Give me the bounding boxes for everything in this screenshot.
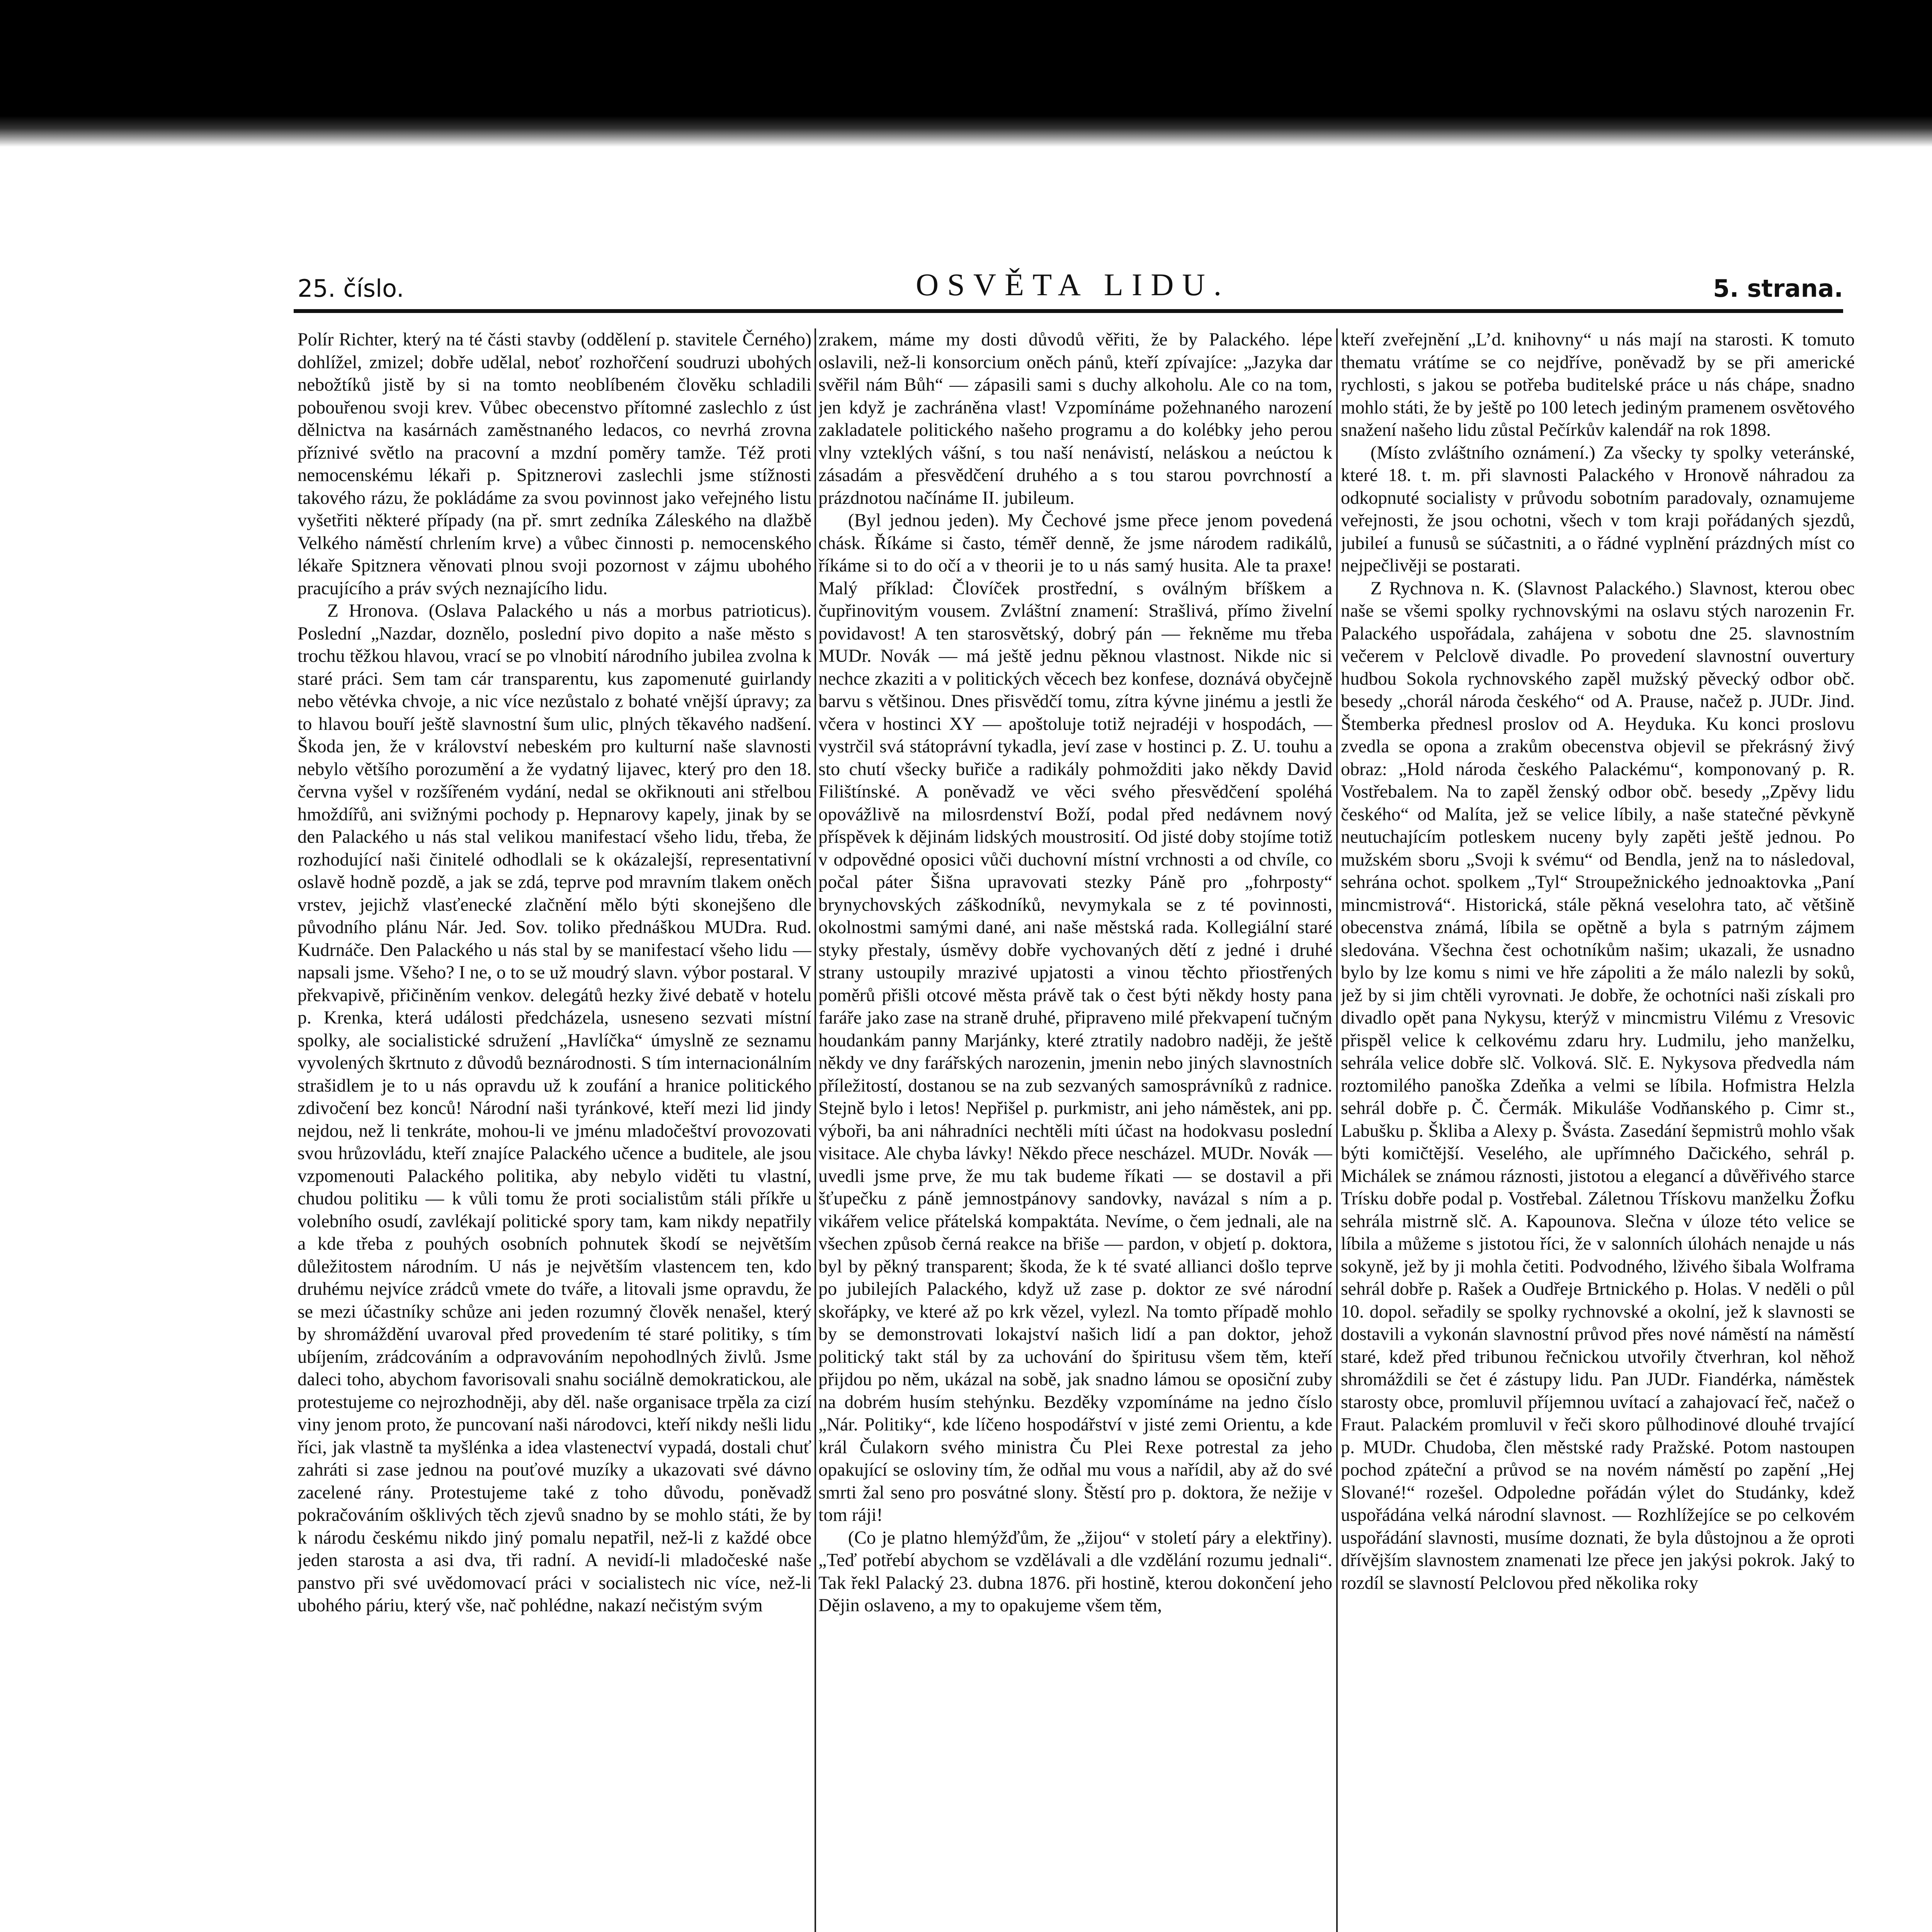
column-divider	[815, 328, 816, 1932]
paragraph: Z Rychnova n. K. (Slavnost Palackého.) Slavnost, kterou obec naše se všemi spolky rychnovskými na oslavu stých narozenin Fr. Palackého uspořádala, zahájena v sobotu dne 25. slavnostním večerem v Pelclově divadle. Po provedení slavnostní ouvertury hudbou Sokola rychnovského zapěl mužský pěvecký odbor obč. besedy „chorál národa českého“ od A. Prause, načež p. JUDr. Jind. Štemberka přednesl proslov od A. Heyduka. Ku konci proslovu zvedla se opona a zrakům obecenstva objevil se překrásný živý obraz: „Hold národa českého Palackému“, komponovaný p. R. Vostřebalem. Na to zapěl ženský odbor obč. besedy „Zpěvy lidu českého“ od Malíta, jež se velice líbily, a naše statečné pěvkyně neutuchajícím potleskem nuceny byly zapěti ještě jednou. Po mužském sboru „Svoji k svému“ od Bendla, jenž na to následoval, sehrána ochot. spolkem „Tyl“ Stroupežnického jednoaktovka „Paní mincmistrová“. Historická, stále pěkná veselohra tato, ač většině obecenstva známá, líbila se opětně a byla s patrným zájmem sledována. Všechna čest ochotníkům našim; ukazali, že usnadno bylo by lze komu s nimi ve hře zápoliti a že málo nalezli by soků, jež by si jim chtěli vyrovnati. Je dobře, že ochotníci naši získali pro divadlo opět pana Nykysu, kterýž v mincmistru Vilému z Vresovic přispěl velice k celkovému zdaru hry. Ludmilu, jeho manželku, sehrála velice dobře slč. Volková. Slč. E. Nykysova předvedla nám roztomilého panoška Zdeňka a velmi se líbila. Hofmistra Helzla sehrál dobře p. Č. Čermák. Mikuláše Vodňanského p. Cimr st., Labušku p. Škliba a Alexy p. Švásta. Zasedání šepmistrů mohlo však býti komičtější. Veselého, ale upřímného Dačického, sehrál p. Michálek se známou ráznosti, jistotou a elegancí a důvěřivého starce Trísku dobře podal p. Vostřebal. Záletnou Třískovu manželku Žofku sehrála mistrně slč. A. Kapounova. Slečna v úloze této velice se líbila a můžeme s jistotou říci, že v salonních úlohách nenajde u nás sokyně, jež by ji mohla četiti. Podvodného, lživého šibala Wolframa sehrál dobře p. Rašek a Oudřeje Brtnického p. Holas. V neděli o půl 10. dopol. seřadily se spolky rychnovské a okolní, jež k slavnosti se dostavili a vykonán slavnostní průvod přes nové náměstí na náměstí staré, kdež před tribunou řečnickou utvořily čtverhran, kol něhož shromáždili se čet é zástupy lidu. Pan JUDr. Fiandérka, náměstek starosty obce, promluvil příjemnou uvítací a zahajovací řeč, načež o Fraut. Palackém promluvil v řeči skoro půlhodinové dlouhé trvající p. MUDr. Chudoba, člen městské rady Pražské. Potom nastoupen pochod zpáteční a průvod se na novém náměstí po zapění „Hej Slované!“ rozešel. Odpoledne pořádán výlet do Studánky, kdež uspořádána velká národní slavnost. — Rozhlížejíce se po celkovém uspořádání slavnosti, musíme doznati, že byla důstojnou a že oproti dřívějším slavnostem znamenati lze přece jen jakýsi pokrok. Jaký to rozdíl se slavností Pelclovou před několika roky	[1341, 578, 1855, 1593]
paragraph: zrakem, máme my dosti důvodů věřiti, že by Palackého. lépe oslavili, než-li konsorcium oněch pánů, kteří zpívajíce: „Jazyka dar svěřil nám Bůh“ — zápasili sami s duchy alkoholu. Ale co na tom, jen když je zachráněna vlast! Vzpomínáme požehnaného narození zakladatele politického našeho programu a do kolébky jeho perou vlny vzteklých vášní, s tou naší nenávistí, neláskou a neúctou k zásadám a přesvědčení druhého a s tou starou povrchností a prázdnotou načínáme II. jubileum.	[818, 329, 1332, 508]
page-number: 5. strana.	[1713, 274, 1843, 303]
scan-top-band	[0, 0, 1932, 128]
scan-top-edge	[0, 116, 1932, 147]
paragraph: kteří zveřejnění „L’d. knihovny“ u nás mají na starosti. K tomuto thematu vrátíme se co nejdříve, poněvadž by se při americké rychlosti, s jakou se potřeba buditelské práce u nás chápe, snadno mohlo státi, že by ještě po 100 letech jediným pramenem osvětového snažení našeho lidu zůstal Pečírkův kalendář na rok 1898.	[1341, 329, 1855, 440]
page-header	[298, 267, 1843, 305]
newspaper-title: OSVĚTA LIDU.	[916, 267, 1230, 302]
paragraph: (Co je platno hlemýžďům, že „žijou“ v století páry a elektřiny). „Teď potřebí abychom se vzdělávali a dle vzdělání rozumu jednali“. Tak řekl Palacký 23. dubna 1876. při hostině, kterou dokončení jeho Dějin oslaveno, a my to opakujeme všem těm,	[818, 1527, 1332, 1616]
header-rule	[294, 309, 1843, 313]
paragraph: Polír Richter, který na té části stavby (oddělení p. stavitele Černého) dohlížel, zmizel; dobře udělal, neboť rozhořčení soudruzi ubohých nebožtíků jistě by si na tomto neoblíbeném člověku schladili pobouřenou svoji krev. Vůbec obecenstvo přítomné zaslechlo z úst dělnictva na kasárnách zaměstnaného ledacos, co nevrhá zrovna příznivé světlo na pracovní a mzdní poměry tamže. Též proti nemocenskému lékaři p. Spitznerovi zaslechli jsme stížnosti takového rázu, že pokládáme za svou povinnost jako veřejného listu vyšetřiti některé případy (na př. smrt zedníka Záleského na dlažbě Velkého náměstí chrlením krve) a vůbec činnosti p. nemocenského lékaře Spitznera věnovati plnou svoji pozornost v zájmu ubohého pracujícího a práv svých neznajícího lidu.	[298, 329, 811, 599]
column-divider	[1336, 328, 1338, 1932]
paragraph: (Místo zvláštního oznámení.) Za všecky ty spolky veteránské, které 18. t. m. při slavnosti Palackého v Hronově náhradou za odkopnuté socialisty v průvodu sobotním paradovaly, oznamujeme veřejnosti, že jsou ochotni, všech v tom kraji pořádaných sjezdů, jubileí a funusů se súčastniti, a o řádné vyplnění prázdných míst co nejpečlivěji se postarati.	[1341, 442, 1855, 576]
paragraph: Z Hronova. (Oslava Palackého u nás a morbus patrioticus). Poslední „Nazdar, doznělo, poslední pivo dopito a naše město s trochu těžkou hlavou, vrací se po vlnobití národního jubilea zvolna k staré práci. Sem tam cár transparentu, kus zapomenuté guirlandy nebo větévka chvoje, a nic více nezůstalo z bohaté vnější úpravy; za to hlavou bouří ještě slavnostní šum ulic, plných těkavého nadšení. Škoda jen, že v království nebeském pro kulturní naše slavnosti nebylo většího porozumění a že vydatný lijavec, který pro den 18. června vyšel v rozšířeném vydání, nedal se okřiknouti ani střelbou hmoždířů, ani svižnými pochody p. Hepnarovy kapely, jinak by se den Palackého u nás stal velikou manifestací všeho lidu, třeba, že rozhodující naši činitelé odhodlali se k okázalejší, representativní oslavě hodně pozdě, a jak se zdá, teprve pod mravním tlakem oněch vrstev, jejichž vlasťenecké zlačnění mělo býti skonejšeno dle původního plánu Nár. Jed. Sov. toliko přednáškou MUDra. Rud. Kudrnáče. Den Palackého u nás stal by se manifestací všeho lidu — napsali jsme. Všeho? I ne, o to se už moudrý slavn. výbor postaral. V překvapivě, přičiněním venkov. delegátů hezky živé debatě v hotelu p. Krenka, která události předcházela, usneseno sezvati místní spolky, ale socialistické sdružení „Havlíčka“ úmyslně ze seznamu vyvolených škrtnuto z důvodů beznárodnosti. S tím internacionálním strašidlem je to u nás opravdu už k zoufání a hranice politického zdivočení bez konců! Národní naši tyránkové, kteří mezi lid jindy nejdou, než li tenkráte, mohou-li ve jménu mladočeštví provozovati svou hrůzovládu, kteří znajíce Palackého učence a buditele, ale jsou vzpomenouti Palackého politika, aby nebylo viděti tu vlastní, chudou politiku — k vůli tomu že proti socialistům stáli příkře u volebního osudí, zavlékají politické spory tam, kam nikdy nepatřily a kde třeba z pouhých osobních pohnutek škodí se největším důležitostem národním. U nás je největším vlastencem ten, kdo druhému nejvíce zrádců vmete do tváře, a litovali jsme opravdu, že se mezi účastníky schůze ani jeden rozumný člověk nenašel, který by shromáždění uvaroval před provedením té staré politiky, s tím ubíjením, zrádcováním a odpravováním nepohodlných živlů. Jsme daleci toho, abychom favorisovali snahu sociálně demokratickou, ale protestujeme co nejrozhodněji, aby děl. naše organisace trpěla za cizí viny jenom proto, že puncovaní naši národovci, kteří nikdy nešli lidu říci, jak vlastně ta myšlénka a idea vlastenectví vypadá, dostali chuť zahráti si zase jednou na pouťové muzíky a ukazovati své dávno zacelené rány. Protestujeme také z toho důvodu, poněvadž pokračováním ošklivých těch zjevů snadno by se mohlo státi, že by k národu českému nikdo jiný pomalu nepatřil, než-li z každé obce jeden starosta a asi dva, tři radní. A nevidí-li mladočeské naše panstvo při své uvědomovací práci v socialistech nic více, než-li ubohého páriu, který vše, nač pohlédne, nakazí nečistým svým	[298, 600, 811, 1616]
issue-number: 25. číslo.	[298, 274, 404, 303]
column-2	[818, 328, 1332, 1932]
column-1	[298, 328, 811, 1932]
paragraph: (Byl jednou jeden). My Čechové jsme přece jenom povedená chásk. Říkáme si často, téměř denně, že jsme národem radikálů, říkáme si to do očí a v theorii je to u nás samý husita. Ale ta praxe! Malý příklad: Človíček prostřední, s oválným bříškem a čupřinovitým vousem. Zvláštní znamení: Strašlivá, přímo živelní povidavost! A ten starosvětský, dobrý pán — řekněme mu třeba MUDr. Novák — má ještě jednu pěknou vlastnost. Nikde nic si nechce zkaziti a v politických věcech bez konfese, doznává obyčejně barvu s většinou. Dnes přisvědčí tomu, zítra kývne jinému a jestli že včera v hostinci XY — apoštoluje totiž nejradéji v hospodách, — vystrčil svá státoprávní tykadla, jeví zase v hostinci p. Z. U. touhu a sto chutí všecky buřiče a radikály pohmožditi jako někdy David Filištínské. A poněvadž ve věci svého přesvědčení spoléhá opovážlivě na milosrdenství Boží, podal před nedávnem nový příspěvek k dějinám lidských moustrosití. Od jisté doby stojíme totiž v odpovědné oposici vůči duchovní místní vrchnosti a od chvíle, co počal páter Šišna upravovati stezky Páně pro „fohrposty“ brynychovských záškodníků, nevymykala se z té povinnosti, okolnostmi samými dané, ani naše městská rada. Kollegiální staré styky přestaly, úsměvy dobře vychovaných dětí z jedné i druhé strany ustoupily mrazivé upjatosti a vinou těchto přiostřených poměrů přišli otcové města právě tak o čest býti někdy hosty pana faráře jako zase na straně druhé, připraveno milé překvapení tučným houdankám panny Marjánky, které ztratily nadobro naději, že ještě někdy ve dny farářských narozenin, jmenin nebo jiných slavnostních příležitostí, dostanou se na zub sezvaných samosprávníků z radnice. Stejně bylo i letos! Nepřišel p. purkmistr, ani jeho náměstek, ani pp. výboři, ba ani náhradníci nechtěli míti účast na hodokvasu poslední visitace. Ale chyba lávky! Někdo přece nescházel. MUDr. Novák — uvedli jsme prve, že mu tak budeme říkati — se dostavil a při šťupečku z páně jemnostpánovy sandovky, navázal s ním a p. vikářem velice přátelská kompaktáta. Nevíme, o čem jednali, ale na všechen způsob černá reakce na břiše — pardon, v objetí p. doktora, byl by pěkný transparent; škoda, že k té svaté allianci došlo teprve po jubilejích Palackého, když už zase p. doktor ze své národní skořápky, ve které až po krk vězel, vylezl. Na tomto případě mohlo by se demonstrovati lokajství našich lidí a pan doktor, jehož politický takt stál by za uchování do špiritusu všem těm, kteří přijdou po něm, ukázal na sobě, jak snadno lámou se oposiční zuby na dobrém husím stehýnku. Bezděky vzpomínáme na jedno číslo „Nár. Politiky“, kde líčeno hospodářství v jisté zemi Orientu, a kde král Čulakorn svého ministra Ču Plei Rexe potrestal za jeho opakující se osloviny tím, že odňal mu vous a nařídil, aby až do své smrti žal seno pro posvátné slony. Štěstí pro p. doktora, že nežije v tom ráji!	[818, 510, 1332, 1525]
column-3	[1341, 328, 1855, 1932]
